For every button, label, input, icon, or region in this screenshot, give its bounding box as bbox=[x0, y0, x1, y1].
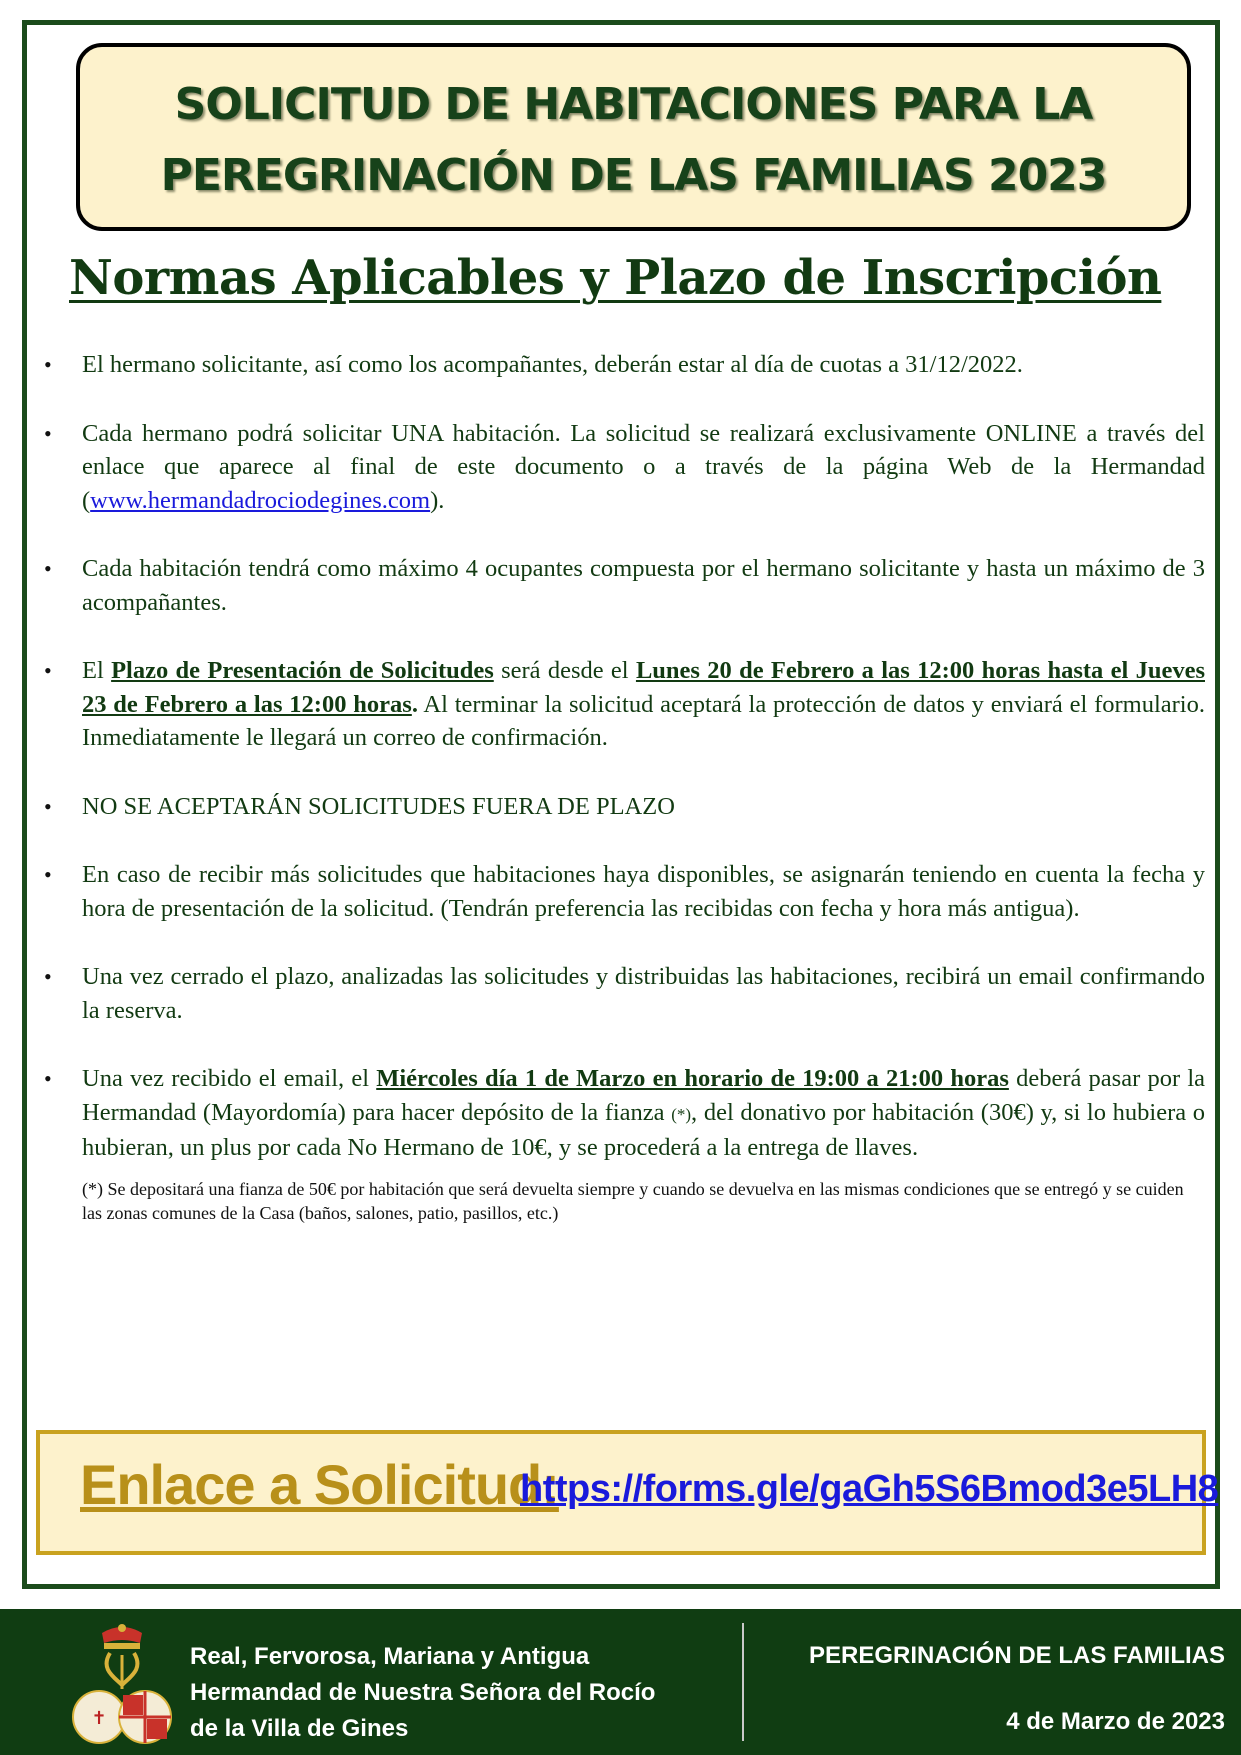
deadline-dates: Lunes 20 de Febrero a las 12:00 horas hasta el Jueves 23 de Febrero a las 12:00 horas bbox=[82, 657, 1205, 718]
rule-item-membership bbox=[42, 348, 1205, 382]
bullet-icon: • bbox=[44, 658, 52, 683]
page-title-line-2: PEREGRINACIÓN DE LAS FAMILIAS 2023 bbox=[160, 150, 1107, 201]
request-form-link[interactable]: https://forms.gle/gaGh5S6Bmod3e5LH8 bbox=[520, 1468, 1219, 1510]
rule-item-no-late bbox=[42, 790, 1205, 824]
rule-text: NO SE ACEPTARÁN SOLICITUDES FUERA DE PLAZO bbox=[82, 792, 675, 820]
section-title: Normas Aplicables y Plazo de Inscripción bbox=[69, 250, 1162, 306]
org-line-2: Hermandad de Nuestra Señora del Rocío bbox=[190, 1679, 656, 1706]
rule-text: Al terminar la solicitud aceptará la protección de datos y enviará el formulario. Inmediatamente le llegará un correo de confirmación. bbox=[82, 690, 1205, 751]
bullet-icon: • bbox=[44, 793, 52, 819]
bullet-icon: • bbox=[44, 556, 52, 581]
rules-list bbox=[42, 348, 1205, 1225]
footnote: (*) Se depositará una fianza de 50€ por habitación que será devuelta siempre y cuando se devuelva en las mismas condiciones que se entregó y se cuiden las zonas comunes de la Casa (baños, salones, patio, pasillos, etc.) bbox=[82, 1178, 1184, 1223]
title-box bbox=[76, 43, 1191, 231]
bullet-icon: • bbox=[44, 420, 52, 446]
bullet-icon: • bbox=[44, 862, 52, 887]
request-link-box bbox=[36, 1430, 1219, 1555]
event-name: PEREGRINACIÓN DE LAS FAMILIAS bbox=[808, 1642, 1225, 1669]
rule-text: El bbox=[82, 657, 112, 684]
rule-item-deadline bbox=[42, 654, 1205, 755]
rule-text: ). bbox=[430, 486, 445, 514]
org-line-1: Real, Fervorosa, Mariana y Antigua bbox=[190, 1643, 590, 1670]
deadline-heading: Plazo de Presentación de Solicitudes bbox=[111, 657, 494, 684]
rule-item-confirmation bbox=[42, 960, 1205, 1027]
rule-text: Una vez cerrado el plazo, analizadas las solicitudes y distribuidas las habitaciones, recibirá un email confirmando la reserva. bbox=[82, 963, 1205, 1024]
deposit-date: Miércoles día 1 de Marzo en horario de 19:00 a 21:00 horas bbox=[376, 1065, 1009, 1092]
bullet-icon: • bbox=[44, 1066, 52, 1091]
rule-text: Cada habitación tendrá como máximo 4 ocupantes compuesta por el hermano solicitante y hasta un máximo de 3 acompañantes. bbox=[82, 555, 1205, 616]
rule-item-priority bbox=[42, 858, 1205, 925]
rule-text: Cada hermano podrá solicitar UNA habitación. La solicitud se realizará exclusivamente ONLINE a través del enlace que aparece al final de este documento o a través de la página Web de la Hermandad ( bbox=[82, 419, 1205, 514]
footer bbox=[0, 1609, 1241, 1755]
bullet-icon: • bbox=[44, 964, 52, 989]
event-date: 4 de Marzo de 2023 bbox=[1006, 1708, 1225, 1735]
rule-text: Una vez recibido el email, el bbox=[82, 1065, 377, 1092]
rule-text: El hermano solicitante, así como los acompañantes, deberán estar al día de cuotas a 31/12/2022. bbox=[82, 351, 1023, 378]
footnote-marker: (*) bbox=[671, 1104, 692, 1124]
page-title-line-1: SOLICITUD DE HABITACIONES PARA LA bbox=[174, 79, 1093, 130]
rule-text: , del donativo por habitación (30€) y, si lo hubiera o hubieran, un plus por cada No Hermano de 10€, y se procederá a la entrega de llaves. bbox=[82, 1098, 1205, 1161]
rule-item-deposit bbox=[42, 1062, 1205, 1165]
rule-text: será desde el bbox=[493, 657, 636, 684]
request-link-label: Enlace a Solicitud: bbox=[80, 1453, 559, 1516]
rule-text: deberá pasar por la Hermandad (Mayordomía) para hacer depósito de la fianza bbox=[82, 1065, 1205, 1126]
organization-name bbox=[190, 1639, 655, 1747]
rule-text: . bbox=[411, 690, 418, 718]
svg-text:✝: ✝ bbox=[91, 1708, 107, 1729]
footer-divider bbox=[742, 1623, 744, 1741]
website-link[interactable]: www.hermandadrociodegines.com bbox=[90, 486, 431, 514]
org-line-3: de la Villa de Gines bbox=[190, 1715, 409, 1742]
rule-item-occupants bbox=[42, 552, 1205, 619]
rule-text: En caso de recibir más solicitudes que habitaciones haya disponibles, se asignarán teniendo en cuenta la fecha y hora de presentación de la solicitud. (Tendrán preferencia las recibidas con fecha y hora más antigua). bbox=[82, 861, 1205, 922]
brotherhood-crest-icon bbox=[70, 1619, 174, 1745]
rule-item-online-request bbox=[42, 417, 1205, 518]
bullet-icon: • bbox=[44, 352, 52, 377]
